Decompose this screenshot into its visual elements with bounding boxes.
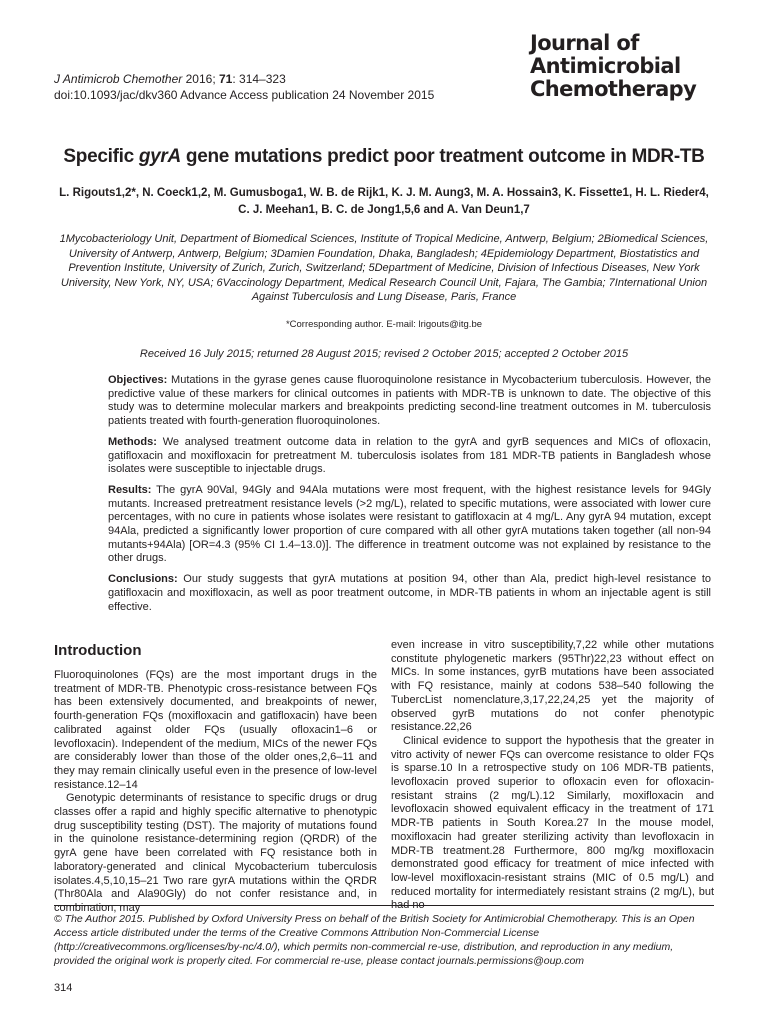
abstract-methods (108, 436, 711, 477)
citation-line (54, 71, 434, 87)
introduction-heading: Introduction (54, 642, 142, 659)
title-gene: gyrA (138, 146, 181, 167)
abstract (108, 374, 711, 621)
methods-label: Methods: (108, 435, 157, 448)
column-right (391, 639, 714, 913)
license-footnote: © The Author 2015. Published by Oxford University Press on behalf of the British Society for Antimicrobial Chemotherapy. This is an Open Access article distributed under the terms of the Creative Commons Attribution Non-Commercial License (http://creativecommons.org/licenses/by-nc/4.0/), which permits non-commercial re-use, distribution, and reproduction in any medium, provided the original work is properly cited. For commercial re-use, please contact journals.permissions@oup.com (54, 913, 695, 967)
authors-line-2: C. J. Meehan1, B. C. de Jong1,5,6 and A. Van Deun1,7 (238, 204, 530, 216)
intro-paragraph-1: Fluoroquinolones (FQs) are the most important drugs in the treatment of MDR-TB. Phenotypic cross-resistance between FQs has been extensively documented, and breakpoints of newer, fourth-generation FQs (moxifloxacin and gatifloxacin) have been calibrated against older FQs (usually ofloxacin1–6 or levofloxacin). Independent of the medium, MICs of the newer FQs are considerably lower than those of the older ones,2,6–11 and they may remain clinically useful even in the presence of low-level resistance.12–14 (54, 669, 377, 791)
journal-name: J Antimicrob Chemother (54, 72, 183, 86)
journal-pages: : 314–323 (232, 72, 286, 86)
journal-logo (530, 32, 696, 101)
objectives-label: Objectives: (108, 374, 168, 386)
conclusions-label: Conclusions: (108, 573, 178, 586)
methods-text: We analysed treatment outcome data in relation to the gyrA and gyrB sequences and MICs of ofloxacin, gatifloxacin and moxifloxacin for pretreatment M. tuberculosis isolates from 181 MDR-TB patients in Bangladesh whose isolates were susceptible to injectable drugs. (108, 435, 711, 476)
abstract-results (108, 484, 711, 566)
journal-volume: 71 (219, 72, 233, 86)
footer-divider (54, 905, 714, 906)
intro-paragraph-3: even increase in vitro susceptibility,7,22 while other mutations constitute phylogenetic markers (95Thr)22,23 without effect on MICs. In some instances, gyrB mutations have been associated with FQ resistance, mainly at codons 538–540 following the TubercList nomenclature,3,17,22,24,25 yet the majority of observed gyrB mutations do not confer phenotypic resistance.22,26 (391, 639, 714, 734)
authors-line-1: L. Rigouts1,2*, N. Coeck1,2, M. Gumusboga1, W. B. de Rijk1, K. J. M. Aung3, M. A. Hossain3, K. Fissette1, H. L. Rieder4, (59, 187, 709, 199)
title-post: gene mutations predict poor treatment outcome in MDR-TB (180, 146, 705, 167)
logo-line-2: Antimicrobial (530, 54, 681, 78)
title-pre: Specific (63, 146, 139, 167)
journal-year: 2016; (185, 72, 216, 86)
conclusions-text: Our study suggests that gyrA mutations at position 94, other than Ala, predict high-level resistance to gatifloxacin and moxifloxacin, as well as poor treatment outcome, in MDR-TB patients in whom an injectable agent is still effective. (108, 573, 711, 613)
results-text: The gyrA 90Val, 94Gly and 94Ala mutations were most frequent, with the highest resistance levels for 94Gly mutants. Increased pretreatment resistance levels (>2 mg/L), related to specific mutations, were associated with lower cure percentages, with no cure in patients whose isolates were resistant to gatifloxacin at 4 mg/L. Any gyrA 94 mutation, except 94Ala, predicted a significantly lower proportion of cure compared with all other gyrA mutations taken together (all non-94 mutants+94Ala) [OR=4.3 (95% CI 1.4–13.0)]. The difference in treatment outcome was not explained by resistance to the other drugs. (108, 483, 711, 565)
column-left (54, 669, 377, 916)
results-label: Results: (108, 483, 152, 496)
author-list (54, 185, 714, 219)
received-dates: Received 16 July 2015; returned 28 August 2015; revised 2 October 2015; accepted 2 October 2015 (139, 348, 629, 360)
logo-line-3: Chemotherapy (530, 77, 697, 101)
corresponding-author: *Corresponding author. E-mail: lrigouts@itg.be (285, 319, 483, 330)
journal-citation (54, 71, 434, 103)
objectives-text: Mutations in the gyrase genes cause fluoroquinolone resistance in Mycobacterium tuberculosis. However, the predictive value of these markers for clinical outcomes in patients with MDR-TB is unknown to date. The objective of this study was to determine molecular markers and breakpoints predicting second-line treatment outcomes in M. tuberculosis patients treated with fourth-generation fluoroquinolones. (108, 374, 711, 428)
doi-line: doi:10.1093/jac/dkv360 Advance Access publication 24 November 2015 (54, 88, 435, 102)
abstract-objectives (108, 374, 711, 429)
intro-paragraph-2: Genotypic determinants of resistance to specific drugs or drug classes offer a rapid and highly specific alternative to phenotypic drug susceptibility testing (DST). The majority of mutations found in the quinolone resistance-determining region (QRDR) of the gyrA gene have been correlated with FQ resistance both in laboratory-generated and clinical Mycobacterium tuberculosis isolates.4,5,10,15–21 Two rare gyrA mutations within the QRDR (Thr80Ala and Ala90Gly) do not confer resistance and, in combination, may (54, 792, 377, 914)
page-number: 314 (54, 982, 73, 994)
abstract-conclusions (108, 573, 711, 614)
intro-paragraph-4: Clinical evidence to support the hypothesis that the greater in vitro activity of newer FQs can overcome resistance to older FQs is sparse.10 In a retrospective study on 106 MDR-TB patients, levofloxacin proved superior to ofloxacin even for ofloxacin-resistant strains (2 mg/L).12 Similarly, moxifloxacin and levofloxacin showed equivalent efficacy in the treatment of 171 MDR-TB patients in South Korea.27 In the mouse model, moxifloxacin had greater sterilizing activity than levofloxacin in MDR-TB treatment.28 Furthermore, 800 mg/kg moxifloxacin demonstrated good efficacy for treatment of mice infected with low-level moxifloxacin-resistant strains (MIC of 0.5 mg/L) and reduced mortality for intermediately resistant strains (2 mg/L), but had no (391, 734, 714, 912)
affiliations: 1Mycobacteriology Unit, Department of Biomedical Sciences, Institute of Tropical Medicine, Antwerp, Belgium; 2Biomedical Sciences, University of Antwerp, Antwerp, Belgium; 3Damien Foundation, Dhaka, Bangladesh; 4Epidemiology Department, Biostatistics and Prevention Institute, University of Zurich, Zurich, Switzerland; 5Department of Medicine, Division of Infectious Diseases, New York University, New York, NY, USA; 6Vaccinology Department, Medical Research Council Unit, Fajara, The Gambia; 7International Union Against Tuberculosis and Lung Disease, Paris, France (59, 233, 709, 303)
logo-line-1: Journal of (530, 31, 639, 55)
article-title (54, 146, 714, 168)
